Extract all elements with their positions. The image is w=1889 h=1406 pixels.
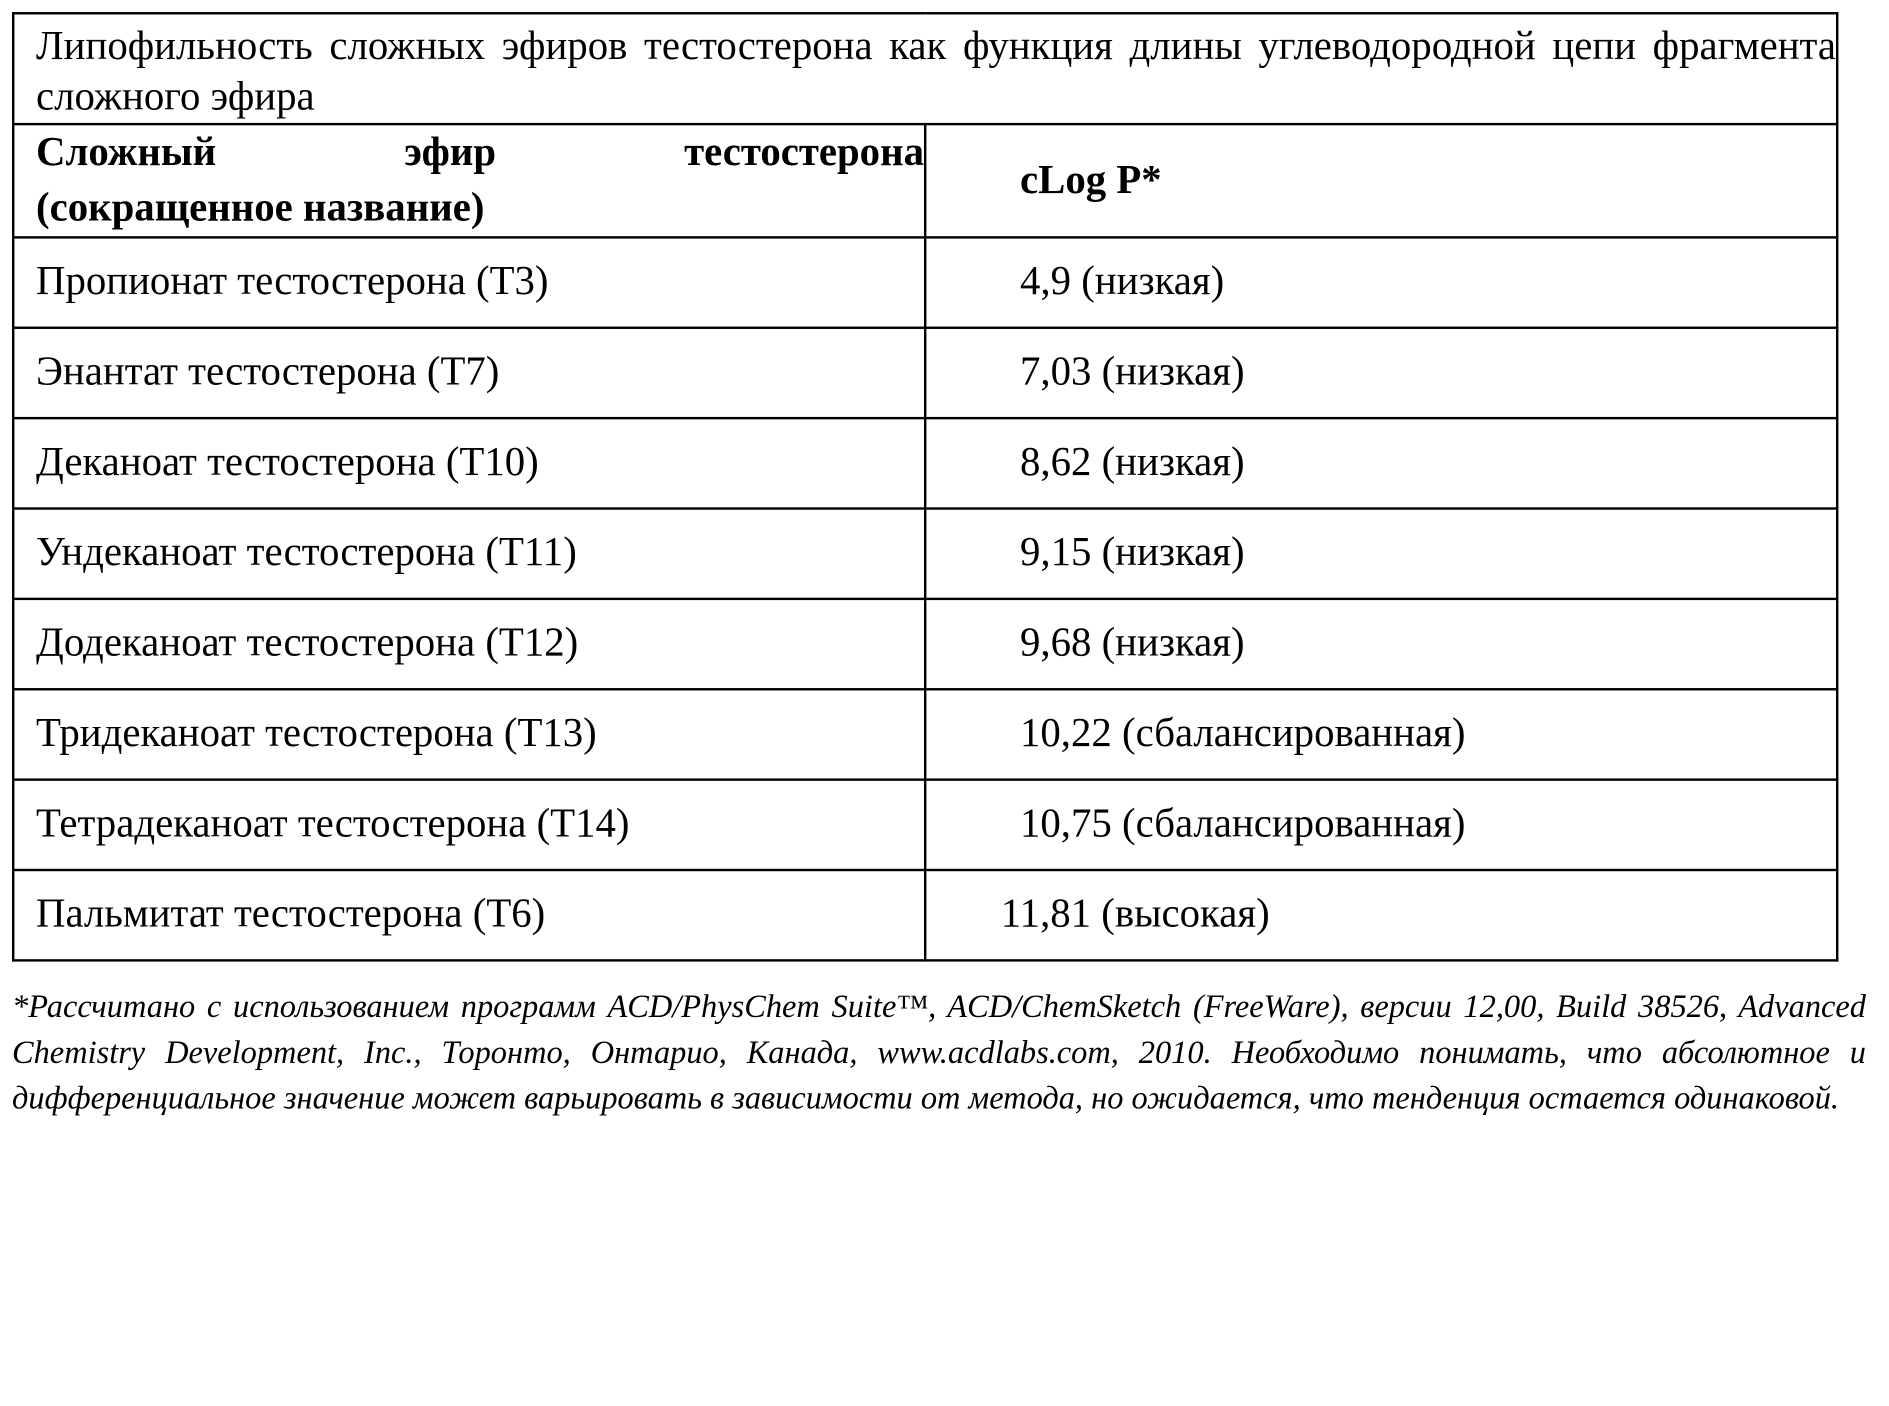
table-row (13, 780, 1837, 870)
lipophilicity-table (12, 12, 1838, 962)
table-row (13, 689, 1837, 779)
table-row (13, 509, 1837, 599)
clogp-value-cell: 11,81 (высокая) (925, 870, 1837, 960)
clogp-value-cell: 9,68 (низкая) (925, 599, 1837, 689)
clogp-value-cell: 7,03 (низкая) (925, 328, 1837, 418)
table-header-row (13, 124, 1837, 237)
header-ester-line1: Сложный эфир тестостерона (36, 130, 925, 175)
clogp-value-cell: 8,62 (низкая) (925, 418, 1837, 508)
ester-name-cell: Ундеканоат тестостерона (T11) (13, 509, 925, 599)
clogp-value-cell: 10,22 (сбалансированная) (925, 689, 1837, 779)
clogp-value-cell: 4,9 (низкая) (925, 237, 1837, 327)
ester-name-cell: Деканоат тестостерона (T10) (13, 418, 925, 508)
table-row (13, 870, 1837, 960)
table-caption (13, 13, 1837, 124)
clogp-value-cell: 10,75 (сбалансированная) (925, 780, 1837, 870)
table-row (13, 328, 1837, 418)
header-ester-line2: (сокращенное название) (36, 185, 485, 231)
table-caption-text: Липофильность сложных эфиров тестостерона как функция длины углеводородной цепи фрагмента сложного эфира (36, 24, 1837, 120)
clogp-value-cell: 9,15 (низкая) (925, 509, 1837, 599)
ester-name-cell: Тридеканоат тестостерона (T13) (13, 689, 925, 779)
ester-name-cell: Тетрадеканоат тестостерона (T14) (13, 780, 925, 870)
ester-name-cell: Пропионат тестостерона (T3) (13, 237, 925, 327)
ester-name-cell: Пальмитат тестостерона (T6) (13, 870, 925, 960)
footnote: *Рассчитано с использованием программ ACD/PhysChem Suite™, ACD/ChemSketch (FreeWare), версии 12,00, Build 38526, Advanced Chemistry Development, Inc., Торонто, Онтарио, Канада, www.acdlabs.com, 2010. Необходимо понимать, что абсолютное и дифференциальное значение может варьировать в зависимости от метода, но ожидается, что тенденция остается одинаковой. (12, 988, 1867, 1116)
header-clogp: cLog P* (925, 124, 1837, 237)
table-row (13, 237, 1837, 327)
ester-name-cell: Энантат тестостерона (T7) (13, 328, 925, 418)
header-ester (13, 124, 925, 237)
ester-name-cell: Додеканоат тестостерона (T12) (13, 599, 925, 689)
table-row (13, 599, 1837, 689)
table-row (13, 418, 1837, 508)
table-caption-row (13, 13, 1837, 124)
